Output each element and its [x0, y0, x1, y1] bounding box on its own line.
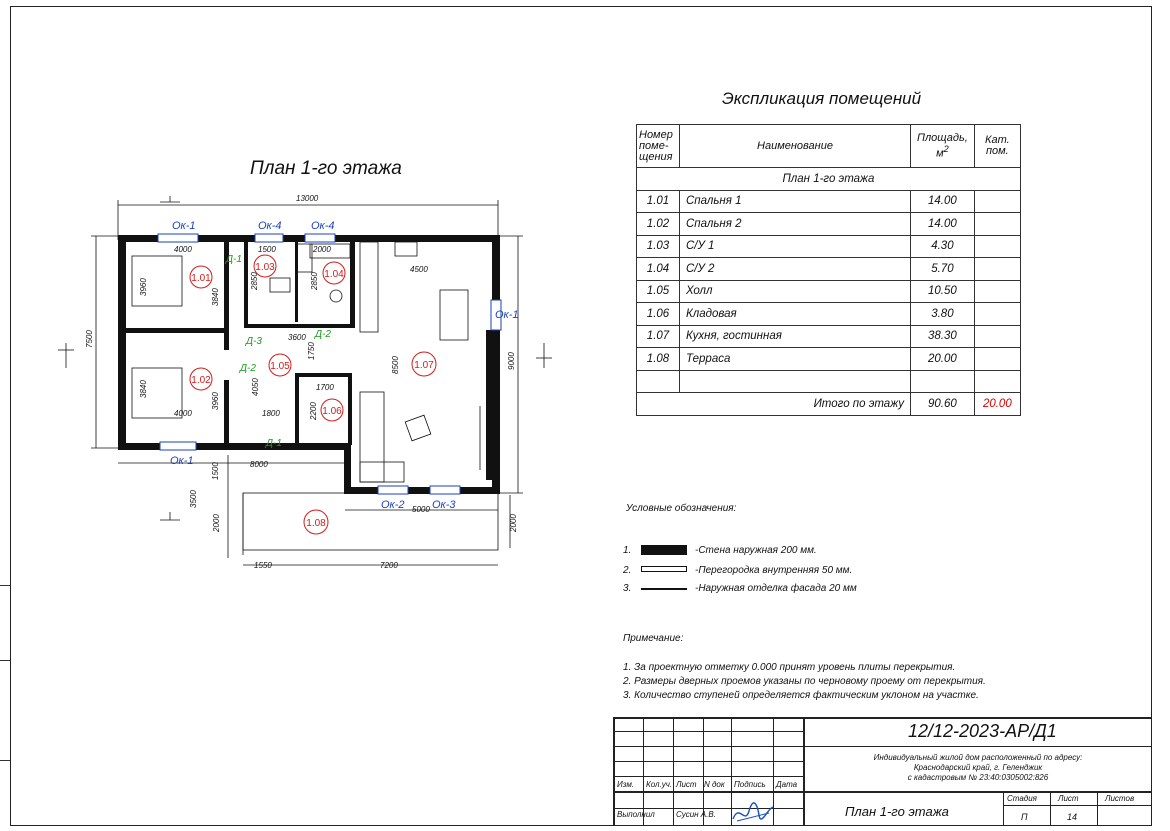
svg-text:8500: 8500	[391, 356, 400, 374]
total-row: Итого по этажу 90.60 20.00	[637, 393, 1021, 416]
table-row: 1.05 Холл 10.50	[637, 280, 1021, 303]
svg-text:13000: 13000	[296, 194, 319, 203]
svg-text:Ок-4: Ок-4	[311, 220, 335, 232]
table-row: 1.02 Спальня 2 14.00	[637, 213, 1021, 236]
note-1: 1. За проектную отметку 0.000 принят уровень плиты перекрытия.	[623, 662, 956, 673]
svg-text:9000: 9000	[507, 352, 516, 370]
svg-text:2850: 2850	[310, 272, 319, 290]
author-name: Сусин А.В.	[676, 810, 716, 819]
svg-text:Ок-2: Ок-2	[381, 499, 405, 511]
role-label: Выполнил	[617, 810, 655, 819]
svg-text:2200: 2200	[309, 402, 318, 420]
svg-text:5000: 5000	[412, 505, 430, 514]
stage-value: П	[1021, 812, 1028, 822]
title-block: 12/12-2023-АР/Д1 Индивидуальный жилой дом расположенный по адресу: Краснодарский край, г. Геленджик с кадастровым № 23:40:0305002:826 Изм. Кол.уч. Лист N док Подпись Дата Выполнил Сусин А.В. План 1-го этажа Стадия Лист Листов П 14	[613, 717, 1152, 826]
svg-text:1.03: 1.03	[255, 262, 275, 273]
legend-finish-swatch	[641, 588, 687, 590]
svg-text:3960: 3960	[139, 278, 148, 296]
col-num-header: Номер поме- щения	[637, 125, 680, 168]
svg-text:Ок-1: Ок-1	[170, 455, 194, 467]
floor-plan	[50, 190, 610, 580]
left-border-marks	[0, 585, 10, 831]
svg-text:1800: 1800	[262, 409, 280, 418]
svg-text:Ок-3: Ок-3	[432, 499, 456, 511]
svg-text:4050: 4050	[251, 378, 260, 396]
svg-text:4500: 4500	[410, 265, 428, 274]
table-row: 1.08 Терраса 20.00	[637, 348, 1021, 371]
svg-text:1700: 1700	[316, 383, 334, 392]
svg-text:Ок-1: Ок-1	[172, 220, 196, 232]
table-row: 1.03 С/У 1 4.30	[637, 235, 1021, 258]
sheet-title: План 1-го этажа	[845, 804, 949, 819]
svg-text:Д-1: Д-1	[226, 254, 242, 265]
svg-text:8000: 8000	[250, 460, 268, 469]
svg-text:7500: 7500	[85, 330, 94, 348]
svg-text:1500: 1500	[258, 245, 276, 254]
document-code: 12/12-2023-АР/Д1	[908, 721, 1057, 741]
svg-text:3500: 3500	[189, 490, 198, 508]
svg-text:Д-2: Д-2	[315, 329, 331, 340]
project-address: Индивидуальный жилой дом расположенный по адресу: Краснодарский край, г. Геленджик с кадастровым № 23:40:0305002:826	[873, 753, 1083, 782]
plan-title: План 1-го этажа	[250, 158, 402, 179]
svg-text:3960: 3960	[211, 392, 220, 410]
legend-title: Условные обозначения:	[626, 503, 737, 514]
table-row: 1.04 С/У 2 5.70	[637, 258, 1021, 281]
note-3: 3. Количество ступеней определяется фактическим уклоном на участке.	[623, 690, 979, 701]
legend-partition-swatch	[641, 566, 687, 572]
note-2: 2. Размеры дверных проемов указаны по черновому проему от перекрытия.	[623, 676, 986, 687]
svg-text:4000: 4000	[174, 245, 192, 254]
svg-text:Д-3: Д-3	[246, 336, 262, 347]
svg-text:7200: 7200	[380, 561, 398, 570]
notes-title: Примечание:	[623, 633, 684, 644]
svg-text:1.05: 1.05	[270, 361, 290, 372]
svg-text:2000: 2000	[313, 245, 331, 254]
svg-text:2000: 2000	[509, 514, 518, 532]
svg-text:Д-2: Д-2	[240, 363, 256, 374]
svg-text:Ок-4: Ок-4	[258, 220, 282, 232]
svg-text:3600: 3600	[288, 333, 306, 342]
svg-text:2000: 2000	[212, 514, 221, 532]
table-row: 1.01 Спальня 1 14.00	[637, 190, 1021, 213]
svg-text:1550: 1550	[254, 561, 272, 570]
svg-text:4000: 4000	[174, 409, 192, 418]
col-area-header: Площадь, $м^2$	[911, 125, 975, 168]
col-cat-header: Кат. пом.	[974, 125, 1020, 168]
legend-wall-swatch	[641, 545, 687, 555]
svg-text:1.04: 1.04	[324, 269, 344, 280]
svg-text:1500: 1500	[211, 462, 220, 480]
signature-icon	[731, 799, 775, 825]
explication-title: Экспликация помещений	[722, 89, 922, 108]
floor-section-label: План 1-го этажа	[637, 168, 1021, 191]
table-row: 1.07 Кухня, гостинная 38.30	[637, 325, 1021, 348]
svg-text:Д-1: Д-1	[266, 438, 282, 449]
sheet-value: 14	[1067, 812, 1078, 822]
col-name-header: Наименование	[680, 125, 911, 168]
svg-text:1.06: 1.06	[322, 406, 342, 417]
svg-text:Ок-1: Ок-1	[495, 309, 519, 321]
svg-text:2850: 2850	[250, 272, 259, 290]
svg-text:3840: 3840	[139, 380, 148, 398]
table-row: 1.06 Кладовая 3.80	[637, 303, 1021, 326]
dimension-labels	[85, 194, 518, 570]
svg-text:1750: 1750	[307, 342, 316, 360]
svg-text:1.01: 1.01	[191, 273, 211, 284]
svg-text:1.02: 1.02	[191, 375, 211, 386]
svg-text:1.08: 1.08	[306, 518, 326, 529]
svg-text:3840: 3840	[211, 288, 220, 306]
svg-text:1.07: 1.07	[414, 360, 434, 371]
explication-table	[636, 124, 1021, 416]
